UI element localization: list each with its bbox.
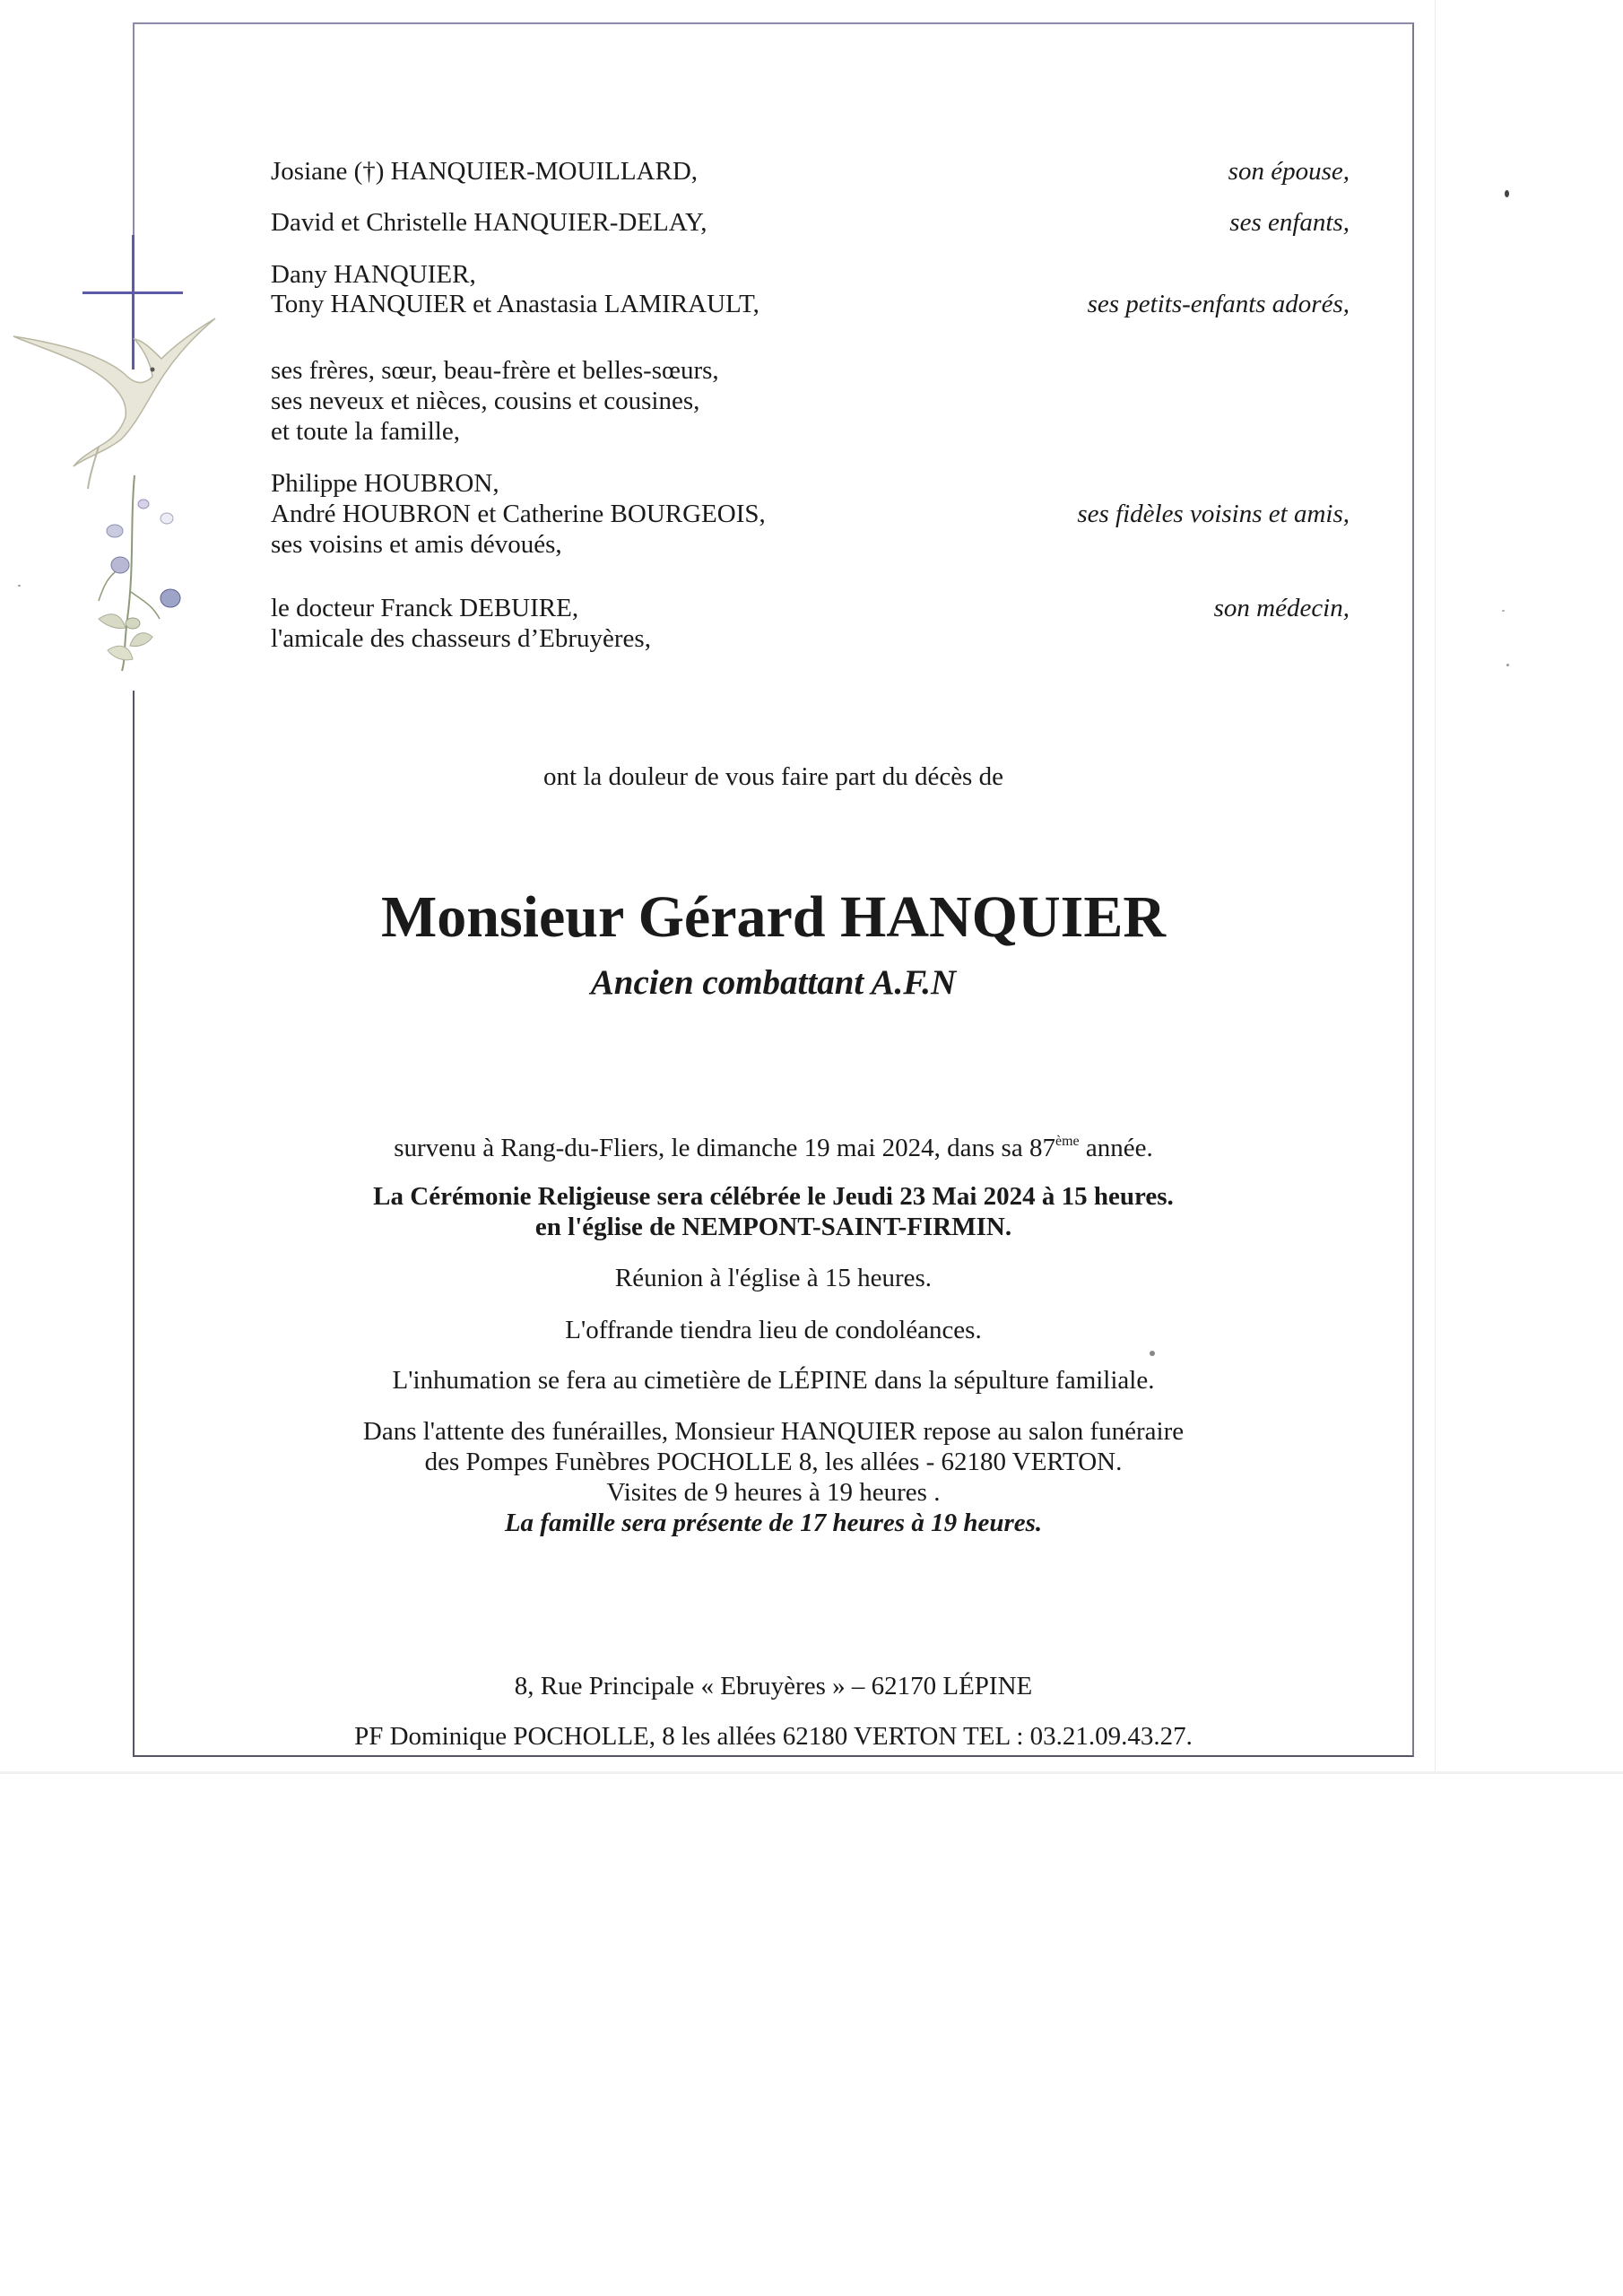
scan-fold-line [0, 1771, 1623, 1774]
meeting-text: Réunion à l'église à 15 heures. [614, 1264, 933, 1292]
death-details-end: année. [1079, 1134, 1153, 1162]
family-address: 8, Rue Principale « Ebruyères » – 62170 LÉPINE [514, 1672, 1033, 1700]
visits-text: Visites de 9 heures à 19 heures . [606, 1478, 941, 1507]
family-grandchildren-relation: ses petits-enfants adorés, [1087, 290, 1350, 318]
announcement-text: ont la douleur de vous faire part du décès de [543, 762, 1003, 791]
cross-bar-icon [82, 291, 183, 294]
card-left-border-top [133, 22, 135, 238]
family-spouse-names: Josiane (†) HANQUIER-MOUILLARD, [271, 157, 699, 186]
family-children-relation: ses enfants, [1229, 208, 1350, 237]
family-relatives-line1: ses frères, sœur, beau-frère et belles-sœurs, [271, 356, 719, 385]
funeral-home-contact: PF Dominique POCHOLLE, 8 les allées 62180 VERTON TEL : 03.21.09.43.27. [354, 1722, 1193, 1751]
family-relatives-line3: et toute la famille, [271, 417, 460, 446]
death-details-superscript: ème [1055, 1134, 1080, 1149]
doctor-relation: son médecin, [1213, 594, 1350, 622]
death-details-text: survenu à Rang-du-Fliers, le dimanche 19 mai 2024, dans sa 87 [394, 1134, 1055, 1162]
burial-text: L'inhumation se fera au cimetière de LÉPINE dans la sépulture familiale. [392, 1366, 1155, 1395]
scan-page-edge [1435, 0, 1436, 1771]
neighbors-line2: André HOUBRON et Catherine BOURGEOIS, [271, 500, 766, 528]
death-details [135, 1132, 1412, 1164]
offering-text: L'offrande tiendra lieu de condoléances. [565, 1316, 982, 1344]
ceremony-line1: La Cérémonie Religieuse sera célébrée le Jeudi 23 Mai 2024 à 15 heures. [373, 1182, 1174, 1211]
neighbors-relation: ses fidèles voisins et amis, [1077, 500, 1350, 528]
scan-speck [18, 585, 21, 587]
neighbors-line1: Philippe HOUBRON, [271, 469, 499, 498]
deceased-title: Ancien combattant A.F.N [590, 963, 957, 1002]
scan-speck [1505, 190, 1509, 197]
family-spouse-relation: son épouse, [1228, 157, 1350, 186]
family-present-text: La famille sera présente de 17 heures à 19 heures. [504, 1509, 1043, 1537]
neighbors-line3: ses voisins et amis dévoués, [271, 530, 562, 559]
doctor-line1: le docteur Franck DEBUIRE, [271, 594, 579, 622]
rest-line1: Dans l'attente des funérailles, Monsieur HANQUIER repose au salon funéraire [362, 1417, 1185, 1446]
family-relatives-line2: ses neveux et nièces, cousins et cousines, [271, 387, 700, 415]
dove-with-flowers-icon [9, 296, 251, 673]
family-grandchildren-line2: Tony HANQUIER et Anastasia LAMIRAULT, [271, 290, 759, 318]
hunters-club-line2: l'amicale des chasseurs d’Ebruyères, [271, 624, 651, 653]
family-children-names: David et Christelle HANQUIER-DELAY, [271, 208, 707, 237]
deceased-name: Monsieur Gérard HANQUIER [380, 884, 1167, 950]
family-grandchildren-line1: Dany HANQUIER, [271, 260, 476, 289]
ceremony-line2: en l'église de NEMPONT-SAINT-FIRMIN. [534, 1213, 1012, 1241]
rest-line2: des Pompes Funèbres POCHOLLE 8, les allées - 62180 VERTON. [424, 1448, 1123, 1476]
scan-speck [1502, 610, 1505, 612]
scan-speck [1150, 1351, 1155, 1356]
scan-speck [1506, 664, 1509, 666]
